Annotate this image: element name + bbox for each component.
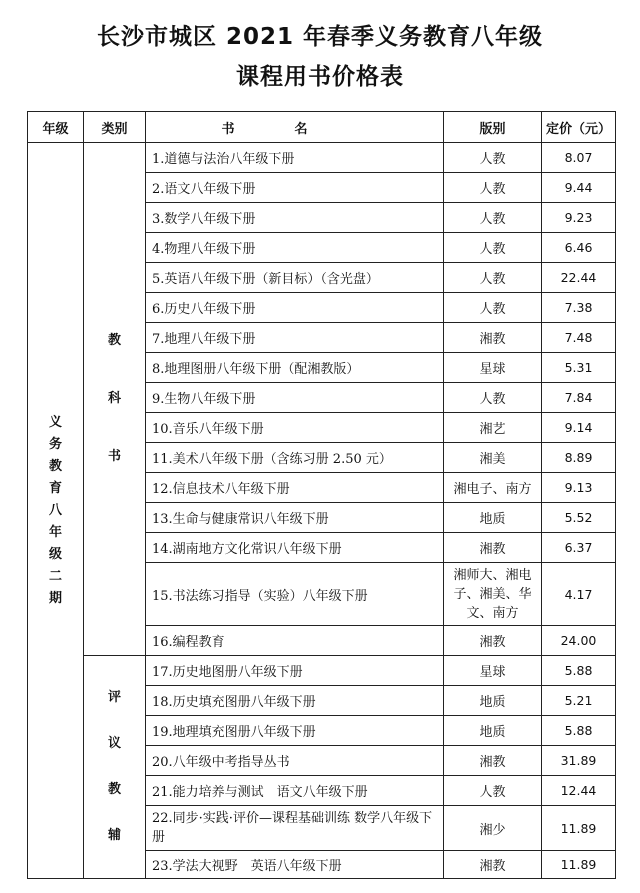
table-row [28, 656, 616, 686]
header-publisher: 版别 [444, 112, 542, 143]
book-name: 21.能力培养与测试 语文八年级下册 [146, 776, 444, 806]
book-publisher: 湘美 [444, 443, 542, 473]
book-name: 23.学法大视野 英语八年级下册 [146, 851, 444, 879]
book-publisher: 人教 [444, 293, 542, 323]
book-publisher: 人教 [444, 263, 542, 293]
book-price: 24.00 [542, 626, 616, 656]
page-title-line1: 长沙市城区 2021 年春季义务教育八年级 [96, 24, 544, 50]
category-label: 评议教辅 [107, 690, 121, 843]
book-name: 17.历史地图册八年级下册 [146, 656, 444, 686]
book-name: 11.美术八年级下册（含练习册 2.50 元） [146, 443, 444, 473]
header-name: 书名 [146, 112, 444, 143]
book-name: 1.道德与法治八年级下册 [146, 143, 444, 173]
book-price: 9.14 [542, 413, 616, 443]
book-publisher: 人教 [444, 143, 542, 173]
category-cell-review [84, 656, 146, 879]
book-name: 5.英语八年级下册（新目标）（含光盘） [146, 263, 444, 293]
book-name: 8.地理图册八年级下册（配湘教版） [146, 353, 444, 383]
book-price: 4.17 [542, 563, 616, 626]
book-publisher: 地质 [444, 686, 542, 716]
book-publisher: 湘教 [444, 323, 542, 353]
book-name: 6.历史八年级下册 [146, 293, 444, 323]
book-price: 5.21 [542, 686, 616, 716]
book-price: 6.46 [542, 233, 616, 263]
book-name: 20.八年级中考指导丛书 [146, 746, 444, 776]
book-name: 4.物理八年级下册 [146, 233, 444, 263]
book-price: 5.31 [542, 353, 616, 383]
grade-cell [28, 143, 84, 879]
book-publisher: 湘教 [444, 626, 542, 656]
book-publisher: 人教 [444, 203, 542, 233]
book-price: 5.52 [542, 503, 616, 533]
book-price: 22.44 [542, 263, 616, 293]
book-price: 9.44 [542, 173, 616, 203]
book-publisher: 湘师大、湘电子、湘美、华文、南方 [444, 563, 542, 626]
book-price: 9.23 [542, 203, 616, 233]
category-label: 教科书 [107, 333, 121, 464]
book-publisher: 星球 [444, 656, 542, 686]
book-name: 3.数学八年级下册 [146, 203, 444, 233]
book-price: 5.88 [542, 716, 616, 746]
book-price: 7.84 [542, 383, 616, 413]
book-publisher: 星球 [444, 353, 542, 383]
book-publisher: 人教 [444, 383, 542, 413]
category-cell-textbook [84, 143, 146, 656]
book-name: 2.语文八年级下册 [146, 173, 444, 203]
book-name: 22.同步·实践·评价—课程基础训练 数学八年级下册 [146, 806, 444, 851]
book-name: 12.信息技术八年级下册 [146, 473, 444, 503]
grade-label: 义务教育八年级二期 [48, 414, 62, 606]
book-price: 9.13 [542, 473, 616, 503]
book-name: 13.生命与健康常识八年级下册 [146, 503, 444, 533]
book-price: 8.89 [542, 443, 616, 473]
book-price: 7.48 [542, 323, 616, 353]
book-name: 15.书法练习指导（实验）八年级下册 [146, 563, 444, 626]
book-price: 31.89 [542, 746, 616, 776]
book-price: 11.89 [542, 851, 616, 879]
book-name: 16.编程教育 [146, 626, 444, 656]
book-price: 6.37 [542, 533, 616, 563]
book-price: 7.38 [542, 293, 616, 323]
page-title-line2: 课程用书价格表 [236, 64, 404, 90]
header-row [28, 112, 616, 143]
book-name: 14.湖南地方文化常识八年级下册 [146, 533, 444, 563]
book-publisher: 地质 [444, 503, 542, 533]
table-row [28, 143, 616, 173]
book-publisher: 人教 [444, 173, 542, 203]
header-category: 类别 [84, 112, 146, 143]
book-price: 8.07 [542, 143, 616, 173]
book-publisher: 人教 [444, 776, 542, 806]
book-name: 18.历史填充图册八年级下册 [146, 686, 444, 716]
book-publisher: 湘教 [444, 533, 542, 563]
book-publisher: 湘教 [444, 746, 542, 776]
header-grade: 年级 [28, 112, 84, 143]
book-name: 7.地理八年级下册 [146, 323, 444, 353]
header-price: 定价（元） [542, 112, 616, 143]
price-table [27, 111, 616, 879]
book-name: 19.地理填充图册八年级下册 [146, 716, 444, 746]
book-name: 9.生物八年级下册 [146, 383, 444, 413]
book-price: 11.89 [542, 806, 616, 851]
book-price: 12.44 [542, 776, 616, 806]
book-publisher: 湘少 [444, 806, 542, 851]
book-publisher: 人教 [444, 233, 542, 263]
book-publisher: 湘教 [444, 851, 542, 879]
book-publisher: 地质 [444, 716, 542, 746]
book-name: 10.音乐八年级下册 [146, 413, 444, 443]
book-price: 5.88 [542, 656, 616, 686]
book-publisher: 湘艺 [444, 413, 542, 443]
book-publisher: 湘电子、南方 [444, 473, 542, 503]
